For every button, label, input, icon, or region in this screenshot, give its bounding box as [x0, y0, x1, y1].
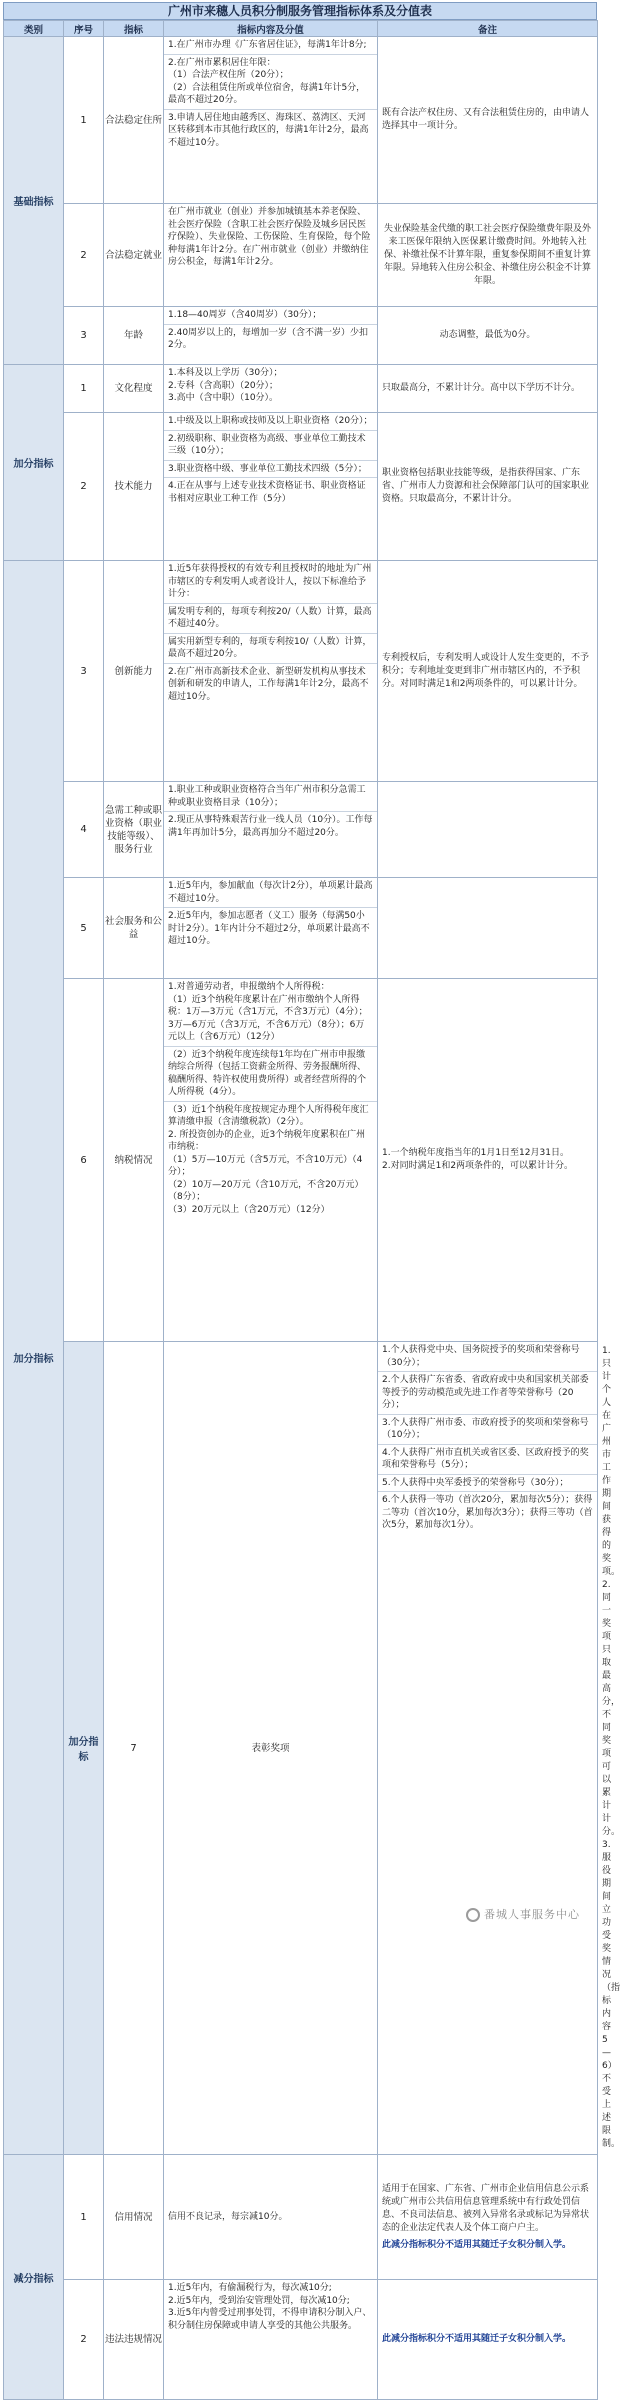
table-row — [4, 37, 598, 204]
content-item: 4.正在从事与上述专业技术资格证书、职业资格证书相对应职业工种工作（5分） — [168, 481, 366, 504]
content-item: 3.职业资格中级、事业单位工勤技术四级（5分）； — [164, 461, 377, 479]
content-item: 3.申请人居住地由越秀区、海珠区、荔湾区、天河区转移到本市其他行政区的，每满1年计2分，最高不超过10分。 — [168, 112, 369, 148]
content-cell — [164, 204, 378, 307]
table-title: 广州市来穗人员积分制服务管理指标体系及分值表 — [3, 2, 597, 20]
header-note: 备注 — [378, 21, 598, 37]
indicator-name: 社会服务和公益 — [104, 878, 164, 979]
row-number: 3 — [64, 561, 104, 782]
content-item: 1.中级及以上职称或技师及以上职业资格（20分）； — [164, 413, 377, 431]
note-text: 动态调整，最低为0分。 — [439, 330, 536, 340]
content-item: 6.个人获得一等功（首次20分，累加每次5分）；获得二等功（首次10分，累加每次3分）；获得三等功（首次5分，累加每次1分）。 — [382, 1495, 593, 1530]
note-text: 1.一个纳税年度指当年的1月1日至12月31日。 — [382, 1148, 569, 1158]
content-item: 2.个人获得广东省委、省政府或中央和国家机关部委等授予的劳动模范或先进工作者等荣誉称号（20分）； — [378, 1372, 597, 1415]
note-cell — [378, 307, 598, 365]
indicator-name: 违法违规情况 — [104, 2280, 164, 2400]
indicator-name: 信用情况 — [104, 2155, 164, 2280]
header-row — [4, 21, 598, 37]
content-item: 5.个人获得中央军委授予的荣誉称号（30分）； — [378, 1475, 597, 1493]
table-row — [4, 365, 598, 413]
content-item: （3）近1个纳税年度按规定办理个人所得税年度汇算清缴申报（含清缴税款）（2分）。 2. 所投资创办的企业，近3个纳税年度累积在广州市纳税： （1）5万—10万元（含5万元，不含10万元）（4分）； （2）10万—20万元（含10万元，不含20万元）（8分）； （3）20万元以上（含20万元）（12分） — [168, 1104, 369, 1215]
indicator-name: 合法稳定住所 — [104, 37, 164, 204]
header-indicator: 指标 — [104, 21, 164, 37]
row-number: 5 — [64, 878, 104, 979]
indicator-name: 急需工种或职业资格（职业技能等级）、服务行业 — [104, 782, 164, 878]
content-item: 1.近5年获得授权的有效专利且授权时的地址为广州市辖区的专利发明人或者设计人，按以下标准给予计分： — [164, 561, 377, 604]
table-row — [4, 204, 598, 307]
content-item: 1.在广州市办理《广东省居住证》，每满1年计8分; — [164, 37, 377, 55]
content-item: 1.18—40周岁（含40周岁）（30分）； — [164, 307, 377, 325]
points-table — [3, 20, 620, 2400]
content-item: 2.40周岁以上的，每增加一岁（含不满一岁）少扣2分。 — [168, 327, 369, 350]
table-row — [4, 878, 598, 979]
content-item: 3.个人获得广州市委、市政府授予的奖项和荣誉称号（10分）； — [378, 1415, 597, 1445]
table-row: 加分指标 7 表彰奖项 1.个人获得党中央、国务院授予的奖项和荣誉称号（30分）； 2.个人获得广东省委、省政府或中央和国家机关部委等授予的劳动模范或先进工作者等荣誉称号（20分）； 3.个人获得广州市委、市政府授予的奖项和荣誉称号（10分）； 4.个人获得广州市直机关或省区委、区政府授予的奖项和荣誉称号（5分）； 5.个人获得中央军委授予的荣誉称号（30分）； 6.个人获得一等功（首次20分，累加每次5分）；获得二等功（首次10分，累加每次3分）；获得三等功（首次5分，累加每次1分）。 1.只计个人在广州市工作期间获得的奖项。2.同一奖项只取最高分，不同奖项可以累计计分。 3.服役期间立功受奖情况（指标内容5—6）不受上述限制。 — [4, 1342, 598, 2155]
row-number: 6 — [64, 979, 104, 1342]
note-text: 适用于在国家、广东省、广州市企业信用信息公示系统或广州市公共信用信息管理系统中有行政处罚信息、不良司法信息、被列入异常名录或标记为异常状态的企业法定代表人及个体工商户户主。 — [382, 2183, 590, 2233]
table-row — [4, 413, 598, 561]
row-number: 2 — [64, 413, 104, 561]
content-cell — [164, 878, 378, 979]
content-item: 1.对普通劳动者，申报缴纳个人所得税： （1）近3个纳税年度累计在广州市缴纳个人所得税：1万—3万元（含1万元，不含3万元）（4分）；3万—6万元（含3万元，不含6万元）（8分）；6万元以上（含6万元）（12分） — [164, 979, 377, 1047]
note-cell — [378, 413, 598, 561]
content-cell — [164, 307, 378, 365]
header-number: 序号 — [64, 21, 104, 37]
content-cell — [164, 979, 378, 1342]
content-item: 1.近5年内，有偷漏税行为，每次减10分; 2.近5年内，受到治安管理处罚，每次减10分; 3.近5年内曾受过刑事处罚，不得申请积分制入户、积分制住房保障或申请人享受的其他公共服务。 — [168, 2283, 372, 2331]
note-emphasis: 此减分指标积分不适用其随迁子女积分制入学。 — [382, 2334, 572, 2344]
indicator-name: 年龄 — [104, 307, 164, 365]
note-emphasis: 此减分指标积分不适用其随迁子女积分制入学。 — [382, 2239, 572, 2250]
table-row — [4, 2155, 598, 2280]
content-item: 在广州市就业（创业）并参加城镇基本养老保险、社会医疗保险（含职工社会医疗保险及城乡居民医疗保险）、失业保险、工伤保险、生育保险，每个险种每满1年计2分。在广州市就业（创业）并缴纳住房公积金，每满1年计2分。 — [168, 207, 371, 267]
note-cell — [378, 37, 598, 204]
watermark — [466, 1906, 580, 1922]
indicator-name: 文化程度 — [104, 365, 164, 413]
content-item: 2.在广州市高新技术企业、新型研发机构从事技术创新和研发的申请人，工作每满1年计2分，最高不超过10分。 — [168, 666, 369, 702]
content-item: 2.现正从事特殊艰苦行业一线人员（10分）。工作每满1年再加计5分，最高再加分不超过20分。 — [168, 815, 373, 838]
row-number: 4 — [64, 782, 104, 878]
note-cell — [378, 878, 598, 979]
note-cell — [378, 561, 598, 782]
content-item: 2.初级职称、职业资格为高级、事业单位工勤技术三级（10分）； — [164, 431, 377, 461]
content-item: 4.个人获得广州市直机关或省区委、区政府授予的奖项和荣誉称号（5分）； — [378, 1445, 597, 1475]
table-row — [4, 307, 598, 365]
row-number: 3 — [64, 307, 104, 365]
row-number: 1 — [64, 2155, 104, 2280]
content-item: 2.近5年内，参加志愿者（义工）服务（每满50小时计2分）。1年内计分不超过2分，单项累计最高不超过10分。 — [168, 911, 370, 946]
content-cell — [378, 1342, 598, 2155]
indicator-name: 技术能力 — [104, 413, 164, 561]
category-bonus: 加分指标 — [4, 561, 64, 2155]
content-cell — [164, 413, 378, 561]
indicator-name: 合法稳定就业 — [104, 204, 164, 307]
watermark-logo-icon — [466, 1908, 480, 1922]
content-cell — [164, 782, 378, 878]
content-item: 属实用新型专利的，每项专利按10/（人数）计算，最高不超过20分。 — [164, 634, 377, 664]
content-item: 1.本科及以上学历（30分）； 2.专科（含高职）（20分）； 3.高中（含中职）（10分）。 — [168, 368, 283, 403]
content-cell — [164, 365, 378, 413]
note-cell — [378, 365, 598, 413]
content-cell — [164, 561, 378, 782]
category-bonus: 加分指标 — [4, 365, 64, 561]
indicator-name: 纳税情况 — [104, 979, 164, 1342]
content-item: 1.职业工种或职业资格符合当年广州市积分急需工种或职业资格目录（10分）； — [164, 782, 377, 812]
row-number: 7 — [104, 1342, 164, 2155]
content-item: （2）近3个纳税年度连续每1年均在广州市申报缴纳综合所得（包括工资薪金所得、劳务报酬所得、稿酬所得、特许权使用费所得）或者经营所得的个人所得税（4分）。 — [164, 1047, 377, 1102]
content-cell — [164, 2280, 378, 2400]
content-cell — [164, 2155, 378, 2280]
indicator-name: 创新能力 — [104, 561, 164, 782]
note-text: 职业资格包括职业技能等级，是指获得国家、广东省、广州市人力资源和社会保障部门认可的国家职业资格。只取最高分，不累计计分。 — [382, 468, 590, 504]
content-item: 1.近5年内，参加献血（每次计2分），单项累计最高不超过10分。 — [164, 878, 377, 908]
table-row — [4, 782, 598, 878]
table-row — [4, 2280, 598, 2400]
content-item: 信用不良记录，每宗减10分。 — [168, 2211, 288, 2222]
content-item: 属发明专利的，每项专利按20/（人数）计算，最高不超过40分。 — [164, 604, 377, 634]
note-text: 只取最高分，不累计计分。高中以下学历不计分。 — [382, 383, 581, 393]
note-text: 2.对同时满足1和2两项条件的，可以累计计分。 — [382, 1161, 574, 1171]
header-category: 类别 — [4, 21, 64, 37]
row-number: 2 — [64, 204, 104, 307]
category-minus: 减分指标 — [4, 2155, 64, 2400]
content-item: 2.在广州市累积居住年限： （1）合法产权住所（20分）； （2）合法租赁住所或单位宿舍，每满1年计5分，最高不超过20分。 — [164, 55, 377, 110]
table-row — [4, 979, 598, 1342]
note-cell — [378, 2280, 598, 2400]
header-content: 指标内容及分值 — [164, 21, 378, 37]
content-item: 1.个人获得党中央、国务院授予的奖项和荣誉称号（30分）； — [378, 1342, 597, 1372]
note-text: 既有合法产权住房、又有合法租赁住房的，由申请人选择其中一项计分。 — [382, 108, 590, 131]
note-text: 失业保险基金代缴的职工社会医疗保险缴费年限及外来工医保年限纳入医保累计缴费时间。外地转入社保、补缴社保不计算年限，重复参保期间不重复计算年限。异地转入住房公积金、补缴住房公积金不计算年限。 — [383, 223, 591, 286]
watermark-text: 番城人事服务中心 — [484, 1908, 580, 1921]
row-number: 1 — [64, 37, 104, 204]
note-cell — [378, 2155, 598, 2280]
row-number: 2 — [64, 2280, 104, 2400]
category-basic: 基础指标 — [4, 37, 64, 365]
note-cell — [378, 782, 598, 878]
category-bonus: 加分指标 — [64, 1342, 104, 2155]
note-cell — [378, 204, 598, 307]
note-cell — [378, 979, 598, 1342]
note-text: 专利授权后，专利发明人或设计人发生变更的，不予积分；专利地址变更到非广州市辖区内的，不予积分。对同时满足1和2两项条件的，可以累计计分。 — [382, 652, 590, 689]
table-row — [4, 561, 598, 782]
content-cell — [164, 37, 378, 204]
row-number: 1 — [64, 365, 104, 413]
indicator-name: 表彰奖项 — [164, 1342, 378, 2155]
